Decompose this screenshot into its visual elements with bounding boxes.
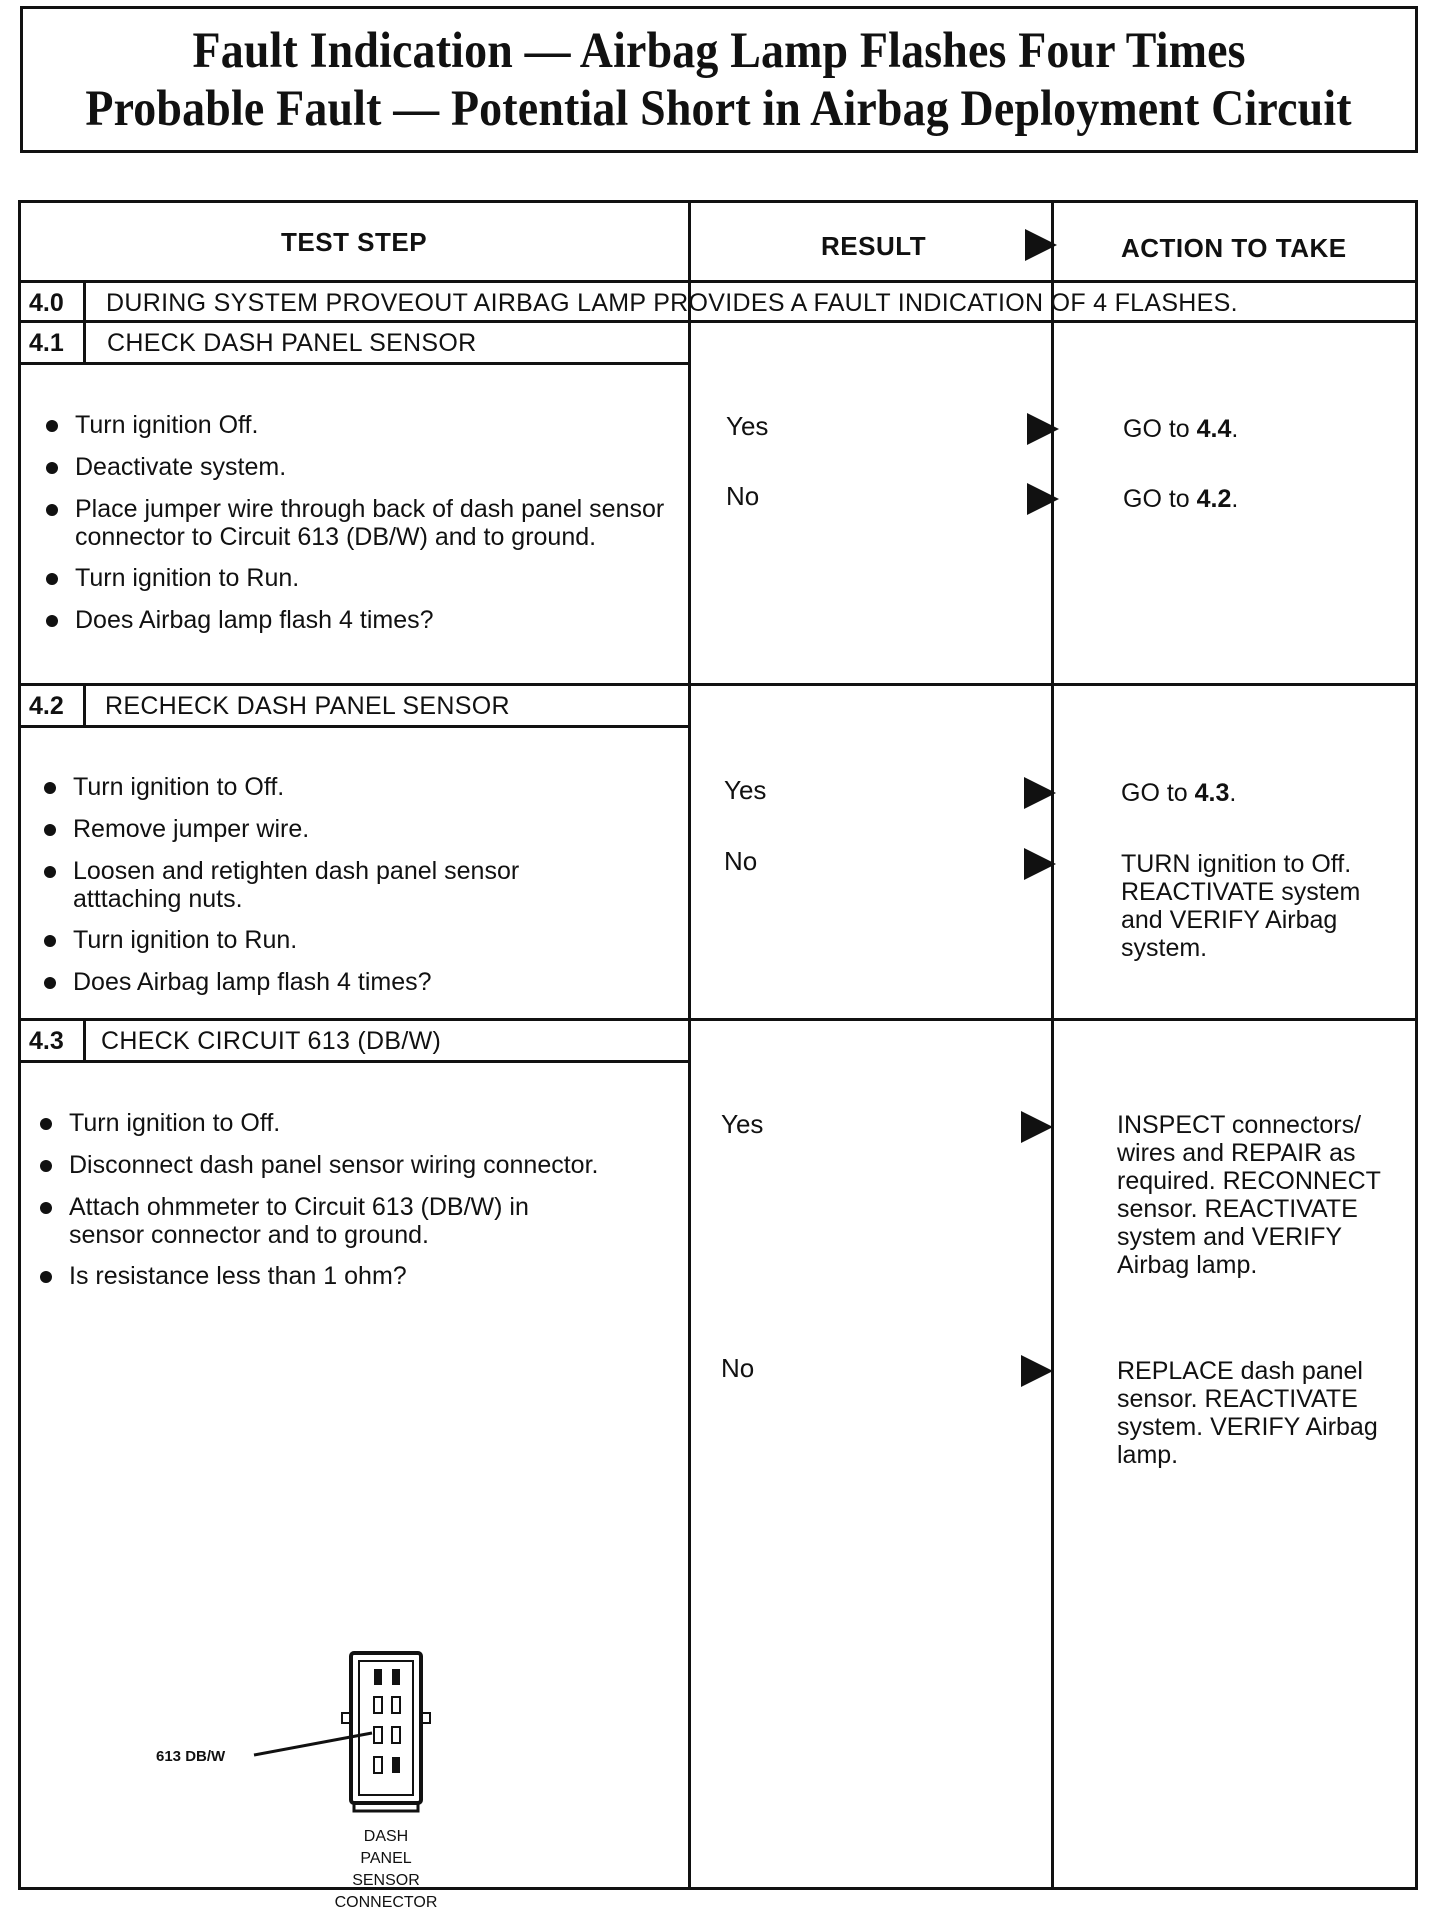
result-arrow-icon (1024, 848, 1056, 880)
step-number-4-0: 4.0 (29, 289, 64, 317)
list-item (41, 857, 661, 913)
wire-leader-line (254, 1733, 372, 1755)
list-item (37, 1193, 677, 1249)
connector-body (351, 1653, 421, 1803)
result-yes: Yes (724, 775, 767, 805)
action-4-3-yes: INSPECT connectors/ wires and REPAIR as required. RECONNECT sensor. REACTIVATE system and VERIFY Airbag lamp. (1117, 1111, 1381, 1279)
caption-line: SENSOR (352, 1872, 420, 1889)
pin (374, 1757, 382, 1773)
column-divider (688, 203, 691, 1890)
result-arrow-icon (1024, 777, 1056, 809)
row-divider (21, 320, 1415, 323)
list-item-text: Attach ohmmeter to Circuit 613 (DB/W) in sensor connector and to ground. (69, 1193, 529, 1249)
list-item: Does Airbag lamp flash 4 times? (41, 968, 661, 997)
list-item: Does Airbag lamp flash 4 times? (43, 606, 663, 635)
column-divider (1051, 203, 1054, 1890)
step-title-underline (21, 725, 689, 728)
header-result: RESULT (821, 231, 927, 261)
step-number-divider (83, 684, 86, 726)
step-4-0-text: DURING SYSTEM PROVEOUT AIRBAG LAMP PROVIDES A FAULT INDICATION OF 4 FLASHES. (106, 289, 1238, 317)
connector-foot (354, 1803, 418, 1811)
action-4-2-no: TURN ignition to Off. REACTIVATE system and VERIFY Airbag system. (1121, 850, 1361, 962)
list-item: Is resistance less than 1 ohm? (37, 1262, 677, 1291)
step-number-divider (83, 321, 86, 363)
list-item: Turn ignition to Run. (43, 564, 663, 593)
caption-line: DASH (363, 1828, 409, 1845)
step-title-4-3: CHECK CIRCUIT 613 (DB/W) (101, 1027, 442, 1055)
step-4-2-instructions (41, 773, 661, 1010)
result-arrow-icon (1027, 483, 1059, 515)
wire-label: 613 DB/W (156, 1748, 226, 1765)
diagnostic-table (18, 200, 1418, 1911)
pin (374, 1697, 382, 1713)
pin (392, 1669, 400, 1685)
action-4-2-yes: GO to 4.3. (1121, 779, 1237, 807)
list-item: Remove jumper wire. (41, 815, 661, 844)
list-item-text: Place jumper wire through back of dash panel sensor connector to Circuit 613 (DB/W) and to ground. (75, 495, 665, 551)
list-item: Turn ignition Off. (43, 411, 663, 440)
list-item: Turn ignition to Off. (37, 1109, 677, 1138)
result-arrow-icon (1021, 1355, 1053, 1387)
title-line-2: Probable Fault — Potential Short in Airbag Deployment Circuit (85, 80, 1353, 137)
list-item: Disconnect dash panel sensor wiring connector. (37, 1151, 677, 1180)
list-item-text: Loosen and retighten dash panel sensor atttaching nuts. (73, 857, 520, 913)
header-divider (21, 280, 1415, 283)
step-title-4-1: CHECK DASH PANEL SENSOR (107, 329, 477, 357)
step-number-4-1: 4.1 (29, 329, 64, 357)
caption-line: CONNECTOR (334, 1894, 438, 1911)
pin (392, 1727, 400, 1743)
result-arrow-icon (1021, 1111, 1053, 1143)
list-item: Turn ignition to Off. (41, 773, 661, 802)
dash-panel-sensor-connector-diagram (156, 1643, 486, 1923)
title-box (20, 6, 1418, 153)
action-4-1-yes: GO to 4.4. (1123, 415, 1239, 443)
step-title-4-2: RECHECK DASH PANEL SENSOR (105, 692, 510, 720)
result-yes: Yes (721, 1109, 764, 1139)
action-4-1-no: GO to 4.2. (1123, 485, 1239, 513)
step-number-divider (83, 281, 86, 321)
step-title-underline (21, 1060, 689, 1063)
step-number-divider (83, 1019, 86, 1061)
list-item: Turn ignition to Run. (41, 926, 661, 955)
action-4-3-no: REPLACE dash panel sensor. REACTIVATE system. VERIFY Airbag lamp. (1117, 1357, 1378, 1469)
step-title-underline (21, 362, 689, 365)
caption-line: PANEL (360, 1850, 412, 1867)
pin (392, 1757, 400, 1773)
result-arrow-icon (1027, 413, 1059, 445)
row-divider (21, 683, 1415, 686)
step-4-3-instructions (37, 1109, 677, 1304)
result-no: No (726, 481, 760, 511)
result-no: No (724, 846, 758, 876)
step-number-4-3: 4.3 (29, 1027, 64, 1055)
header-test-step: TEST STEP (281, 227, 428, 257)
result-no: No (721, 1353, 755, 1383)
result-yes: Yes (726, 411, 769, 441)
header-arrow-icon (1025, 229, 1057, 261)
pin (392, 1697, 400, 1713)
step-4-1-instructions (43, 411, 663, 648)
list-item: Deactivate system. (43, 453, 663, 482)
step-number-4-2: 4.2 (29, 692, 64, 720)
header-action: ACTION TO TAKE (1121, 233, 1347, 263)
pin (374, 1727, 382, 1743)
pin (374, 1669, 382, 1685)
row-divider (21, 1018, 1415, 1021)
title-line-1: Fault Indication — Airbag Lamp Flashes Four Times (192, 22, 1246, 79)
connector-inner (359, 1661, 413, 1795)
list-item (43, 495, 663, 551)
